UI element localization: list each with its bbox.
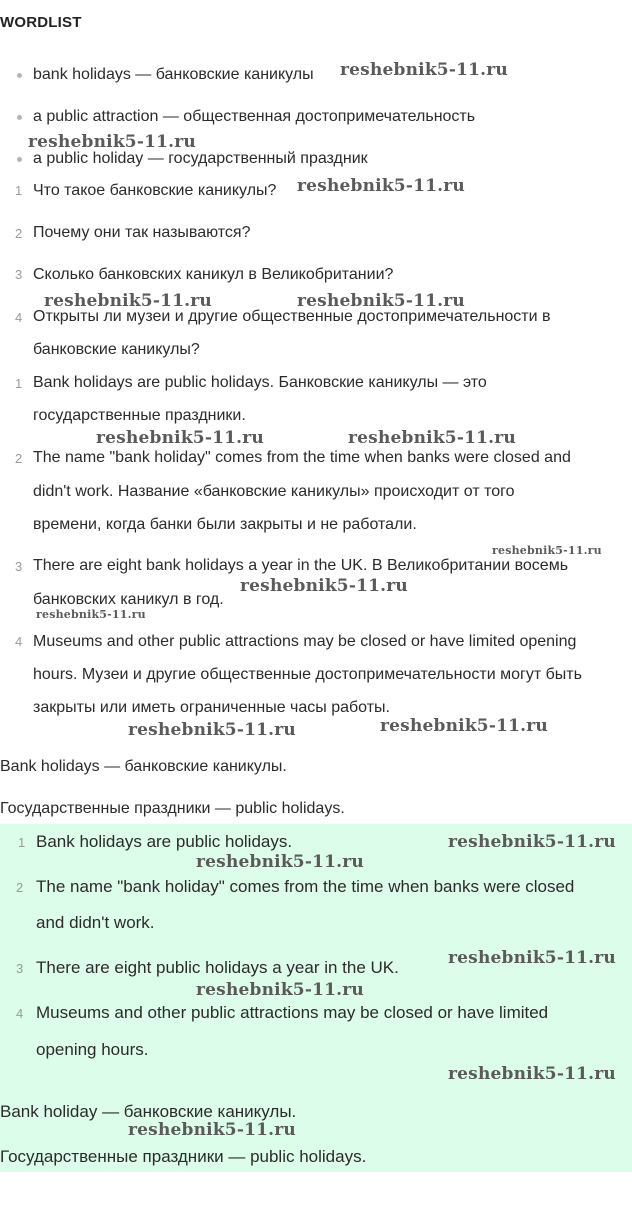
question-line: банковские каникулы?	[33, 341, 200, 358]
bullet-icon	[17, 73, 22, 78]
list-number: 2	[16, 880, 24, 895]
watermark: reshebnik5-11.ru	[448, 832, 616, 852]
answer-line: There are eight bank holidays a year in the UK. В Великобритании восемь	[33, 557, 569, 574]
green-answer-line: and didn't work.	[36, 913, 155, 932]
answer-line: Museums and other public attractions may be closed or have limited opening	[33, 633, 577, 650]
watermark: reshebnik5-11.ru	[28, 132, 196, 152]
green-answer-line: opening hours.	[36, 1040, 149, 1059]
list-number: 3	[16, 961, 24, 976]
list-number: 4	[16, 1006, 24, 1021]
watermark: reshebnik5-11.ru	[297, 176, 465, 196]
list-number: 1	[15, 376, 23, 391]
watermark: reshebnik5-11.ru	[196, 980, 364, 1000]
watermark: reshebnik5-11.ru	[128, 720, 296, 740]
note-line: Государственные праздники — public holidays.	[0, 800, 345, 817]
watermark: reshebnik5-11.ru	[128, 1120, 296, 1140]
list-number: 2	[15, 451, 23, 466]
question-line: Сколько банковских каникул в Великобритании?	[33, 266, 394, 283]
green-note-line: Государственные праздники — public holidays.	[0, 1147, 367, 1166]
answer-line: банковских каникул в год.	[33, 591, 224, 608]
answer-line: didn't work. Название «банковские каникулы» происходит от того	[33, 483, 515, 500]
green-answer-line: Bank holidays are public holidays.	[36, 832, 293, 851]
green-answer-line: Museums and other public attractions may be closed or have limited	[36, 1003, 549, 1022]
bullet-icon	[17, 157, 22, 162]
wordlist-item: bank holidays — банковские каникулы	[33, 66, 314, 83]
list-number: 2	[15, 226, 23, 241]
list-number: 4	[15, 634, 23, 649]
answer-line: The name "bank holiday" comes from the time when banks were closed and	[33, 449, 571, 466]
watermark: reshebnik5-11.ru	[380, 716, 548, 736]
bullet-icon	[17, 115, 22, 120]
watermark: reshebnik5-11.ru	[448, 948, 616, 968]
note-line: Bank holidays — банковские каникулы.	[0, 758, 287, 775]
list-number: 3	[15, 559, 23, 574]
watermark: reshebnik5-11.ru	[340, 60, 508, 80]
watermark: reshebnik5-11.ru	[36, 608, 146, 621]
answer-line: времени, когда банки были закрыты и не работали.	[33, 516, 417, 533]
question-line: Открыты ли музеи и другие общественные достопримечательности в	[33, 308, 551, 325]
wordlist-item: a public holiday — государственный праздник	[33, 150, 368, 167]
watermark: reshebnik5-11.ru	[492, 544, 602, 557]
green-answer-line: The name "bank holiday" comes from the time when banks were closed	[36, 877, 575, 896]
green-answer-line: There are eight public holidays a year in the UK.	[36, 958, 399, 977]
watermark: reshebnik5-11.ru	[196, 852, 364, 872]
question-line: Что такое банковские каникулы?	[33, 182, 277, 199]
list-number: 3	[15, 267, 23, 282]
list-number: 1	[18, 835, 26, 850]
watermark: reshebnik5-11.ru	[44, 291, 212, 311]
list-number: 4	[15, 310, 23, 325]
watermark: reshebnik5-11.ru	[348, 428, 516, 448]
watermark: reshebnik5-11.ru	[96, 428, 264, 448]
answer-line: hours. Музеи и другие общественные достопримечательности могут быть	[33, 666, 582, 683]
wordlist-heading: WORDLIST	[0, 14, 82, 31]
answer-line: закрыты или иметь ограниченные часы работы.	[33, 699, 390, 716]
watermark: reshebnik5-11.ru	[448, 1064, 616, 1084]
green-note-line: Bank holiday — банковские каникулы.	[0, 1102, 297, 1121]
watermark: reshebnik5-11.ru	[240, 576, 408, 596]
answer-line: Bank holidays are public holidays. Банковские каникулы — это	[33, 374, 487, 391]
wordlist-item: a public attraction — общественная достопримечательность	[33, 108, 476, 125]
answer-line: государственные праздники.	[33, 407, 246, 424]
list-number: 1	[15, 183, 23, 198]
question-line: Почему они так называются?	[33, 224, 251, 241]
watermark: reshebnik5-11.ru	[297, 291, 465, 311]
